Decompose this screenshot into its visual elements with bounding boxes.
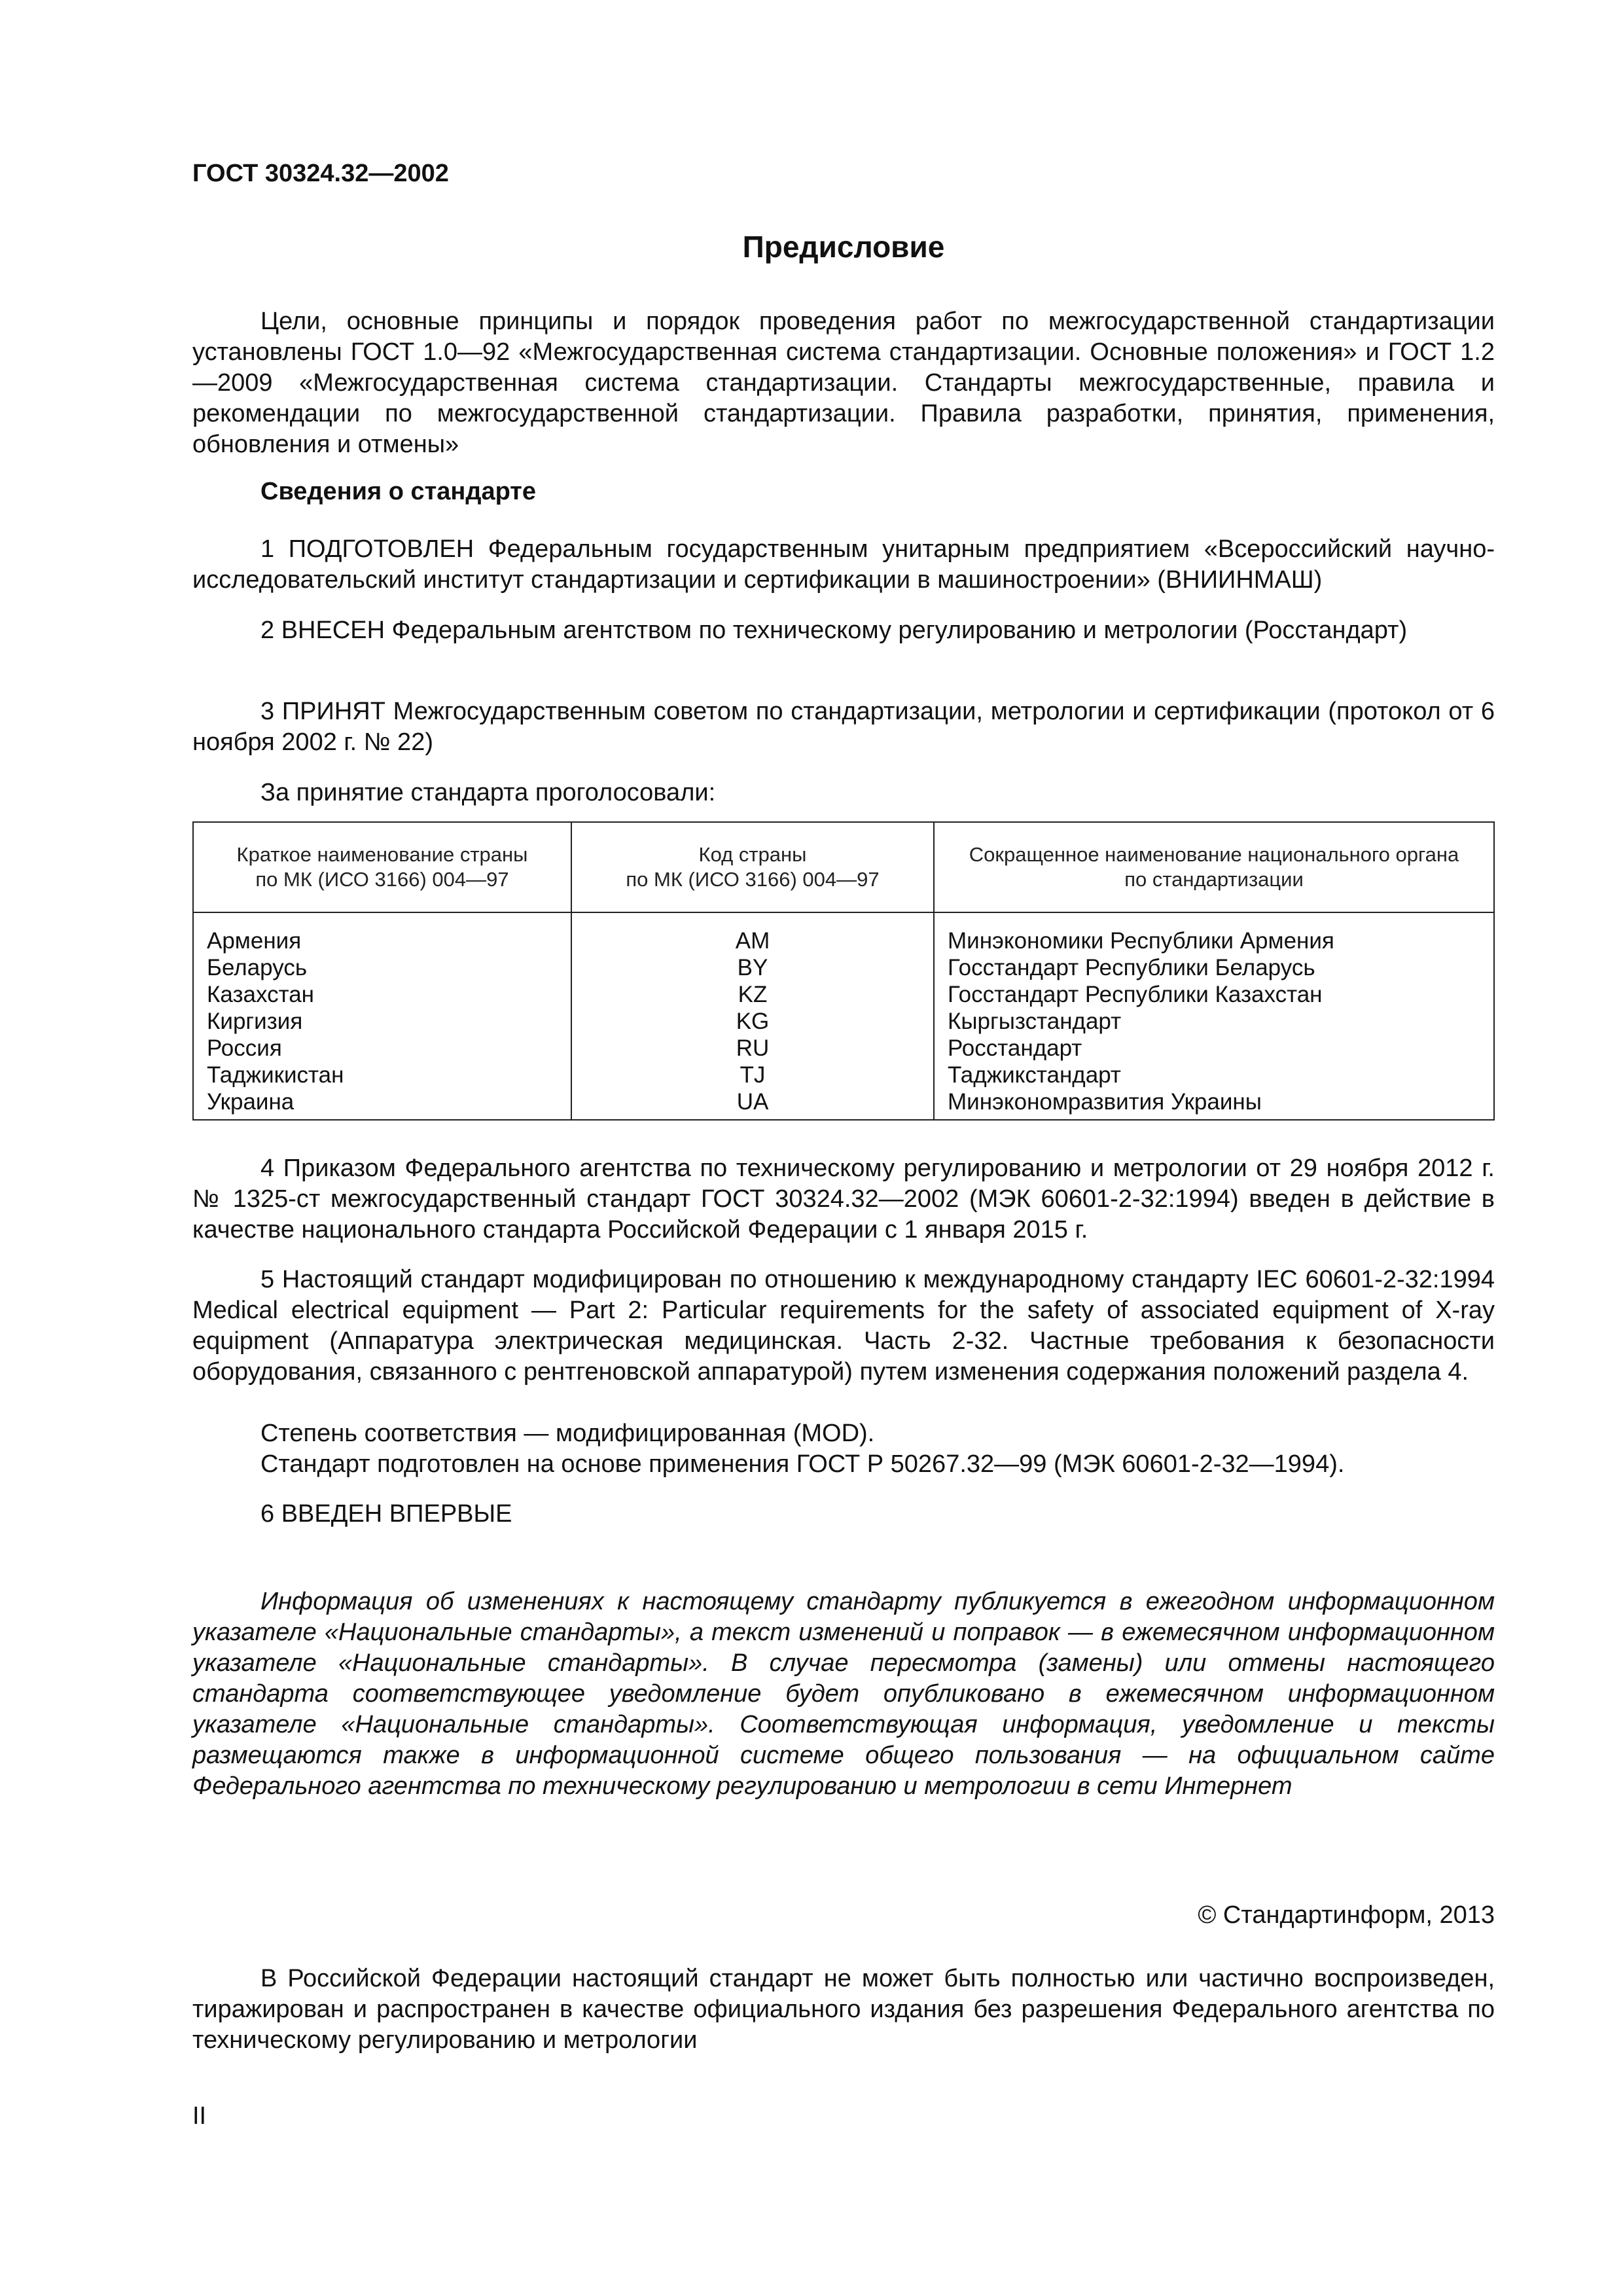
item-5-modified: 5 Настоящий стандарт модифицирован по отношению к международному стандарту IEC 60601-2-32:1994 Medical electrical equipment — Part 2: Particular requirements for the safety of associated equipment of X-ray equipment (Аппаратура электрическая медицинская. Часть 2-32. Частные требования к безопасности оборудования, связанного с рентгеновской аппаратурой) путем изменения содержания положений раздела 4. xyxy=(192,1266,1495,1386)
voted-caption: За принятие стандарта проголосовали: xyxy=(260,779,716,806)
table-row xyxy=(193,1035,1494,1062)
country-cell: Киргизия xyxy=(193,1008,571,1035)
code-cell: BY xyxy=(571,954,934,981)
body-cell: Госстандарт Республики Беларусь xyxy=(934,954,1494,981)
table-row xyxy=(193,1088,1494,1120)
page-number: II xyxy=(192,2102,207,2130)
table-row xyxy=(193,912,1494,954)
country-cell: Армения xyxy=(193,912,571,954)
column-header-body xyxy=(934,822,1494,912)
info-heading: Сведения о стандарте xyxy=(260,478,537,505)
item-3-adopted: 3 ПРИНЯТ Межгосударственным советом по стандартизации, метрологии и сертификации (протокол от 6 ноября 2002 г. № 22) xyxy=(192,698,1495,756)
document-code: ГОСТ 30324.32—2002 xyxy=(192,160,449,187)
country-cell: Россия xyxy=(193,1035,571,1062)
body-cell: Росстандарт xyxy=(934,1035,1494,1062)
body-cell: Таджикстандарт xyxy=(934,1062,1494,1088)
table-header-row xyxy=(193,822,1494,912)
rights-paragraph: В Российской Федерации настоящий стандарт не может быть полностью или частично воспроизведен, тиражирован и распространен в качестве официального издания без разрешения Федерального агентства по техническому регулированию и метрологии xyxy=(192,1965,1495,2054)
body-cell: Минэкономразвития Украины xyxy=(934,1088,1494,1120)
country-cell: Украина xyxy=(193,1088,571,1120)
item-5-degree: Степень соответствия — модифицированная (MOD). xyxy=(260,1420,875,1447)
voting-table xyxy=(192,821,1495,1121)
code-cell: KG xyxy=(571,1008,934,1035)
table-row xyxy=(193,981,1494,1008)
header-line: по МК (ИСО 3166) 004—97 xyxy=(626,868,880,891)
item-6-introduced: 6 ВВЕДЕН ВПЕРВЫЕ xyxy=(260,1500,512,1528)
header-line: по МК (ИСО 3166) 004—97 xyxy=(255,868,509,891)
body-cell: Минэкономики Республики Армения xyxy=(934,912,1494,954)
item-2-submitted: 2 ВНЕСЕН Федеральным агентством по техническому регулированию и метрологии (Росстандарт) xyxy=(260,617,1408,644)
changes-notice: Информация об изменениях к настоящему стандарту публикуется в ежегодном информационном указателе «Национальные стандарты», а текст изменений и поправок — в ежемесячном информационном указателе «Национальные стандарты». В случае пересмотра (замены) или отмены настоящего стандарта соответствующее уведомление будет опубликовано в ежемесячном информационном указателе «Национальные стандарты». Соответствующая информация, уведомление и тексты размещаются также в информационной системе общего пользования — на официальном сайте Федерального агентства по техническому регулированию и метрологии в сети Интернет xyxy=(192,1588,1495,1800)
table-row xyxy=(193,954,1494,981)
item-1-prepared: 1 ПОДГОТОВЛЕН Федеральным государственным унитарным предприятием «Всероссийский научно-исследовательский институт стандартизации и сертификации в машиностроении» (ВНИИНМАШ) xyxy=(192,535,1495,594)
copyright-line: © Стандартинформ, 2013 xyxy=(1198,1901,1495,1929)
header-line: Краткое наименование страны xyxy=(236,843,528,866)
code-cell: UA xyxy=(571,1088,934,1120)
table-row xyxy=(193,1062,1494,1088)
code-cell: RU xyxy=(571,1035,934,1062)
country-cell: Беларусь xyxy=(193,954,571,981)
column-header-country xyxy=(193,822,571,912)
body-cell: Кыргызстандарт xyxy=(934,1008,1494,1035)
table-row xyxy=(193,1008,1494,1035)
code-cell: AM xyxy=(571,912,934,954)
body-cell: Госстандарт Республики Казахстан xyxy=(934,981,1494,1008)
country-cell: Казахстан xyxy=(193,981,571,1008)
column-header-code xyxy=(571,822,934,912)
intro-paragraph: Цели, основные принципы и порядок проведения работ по межгосударственной стандартизации установлены ГОСТ 1.0—92 «Межгосударственная система стандартизации. Основные положения» и ГОСТ 1.2—2009 «Межгосударственная система стандартизации. Стандарты межгосударственные, правила и рекомендации по межгосударственной стандартизации. Правила разработки, принятия, применения, обновления и отмены» xyxy=(192,308,1495,458)
header-line: Сокращенное наименование национального органа xyxy=(969,843,1459,866)
page-title: Предисловие xyxy=(742,230,945,264)
item-5-basis: Стандарт подготовлен на основе применения ГОСТ Р 50267.32—99 (МЭК 60601-2-32—1994). xyxy=(260,1450,1345,1478)
code-cell: TJ xyxy=(571,1062,934,1088)
country-cell: Таджикистан xyxy=(193,1062,571,1088)
code-cell: KZ xyxy=(571,981,934,1008)
header-line: по стандартизации xyxy=(1124,868,1304,891)
item-4-order: 4 Приказом Федерального агентства по техническому регулированию и метрологии от 29 ноября 2012 г. № 1325-ст межгосударственный стандарт ГОСТ 30324.32—2002 (МЭК 60601-2-32:1994) введен в действие в качестве национального стандарта Российской Федерации с 1 января 2015 г. xyxy=(192,1155,1495,1244)
header-line: Код страны xyxy=(698,843,807,866)
